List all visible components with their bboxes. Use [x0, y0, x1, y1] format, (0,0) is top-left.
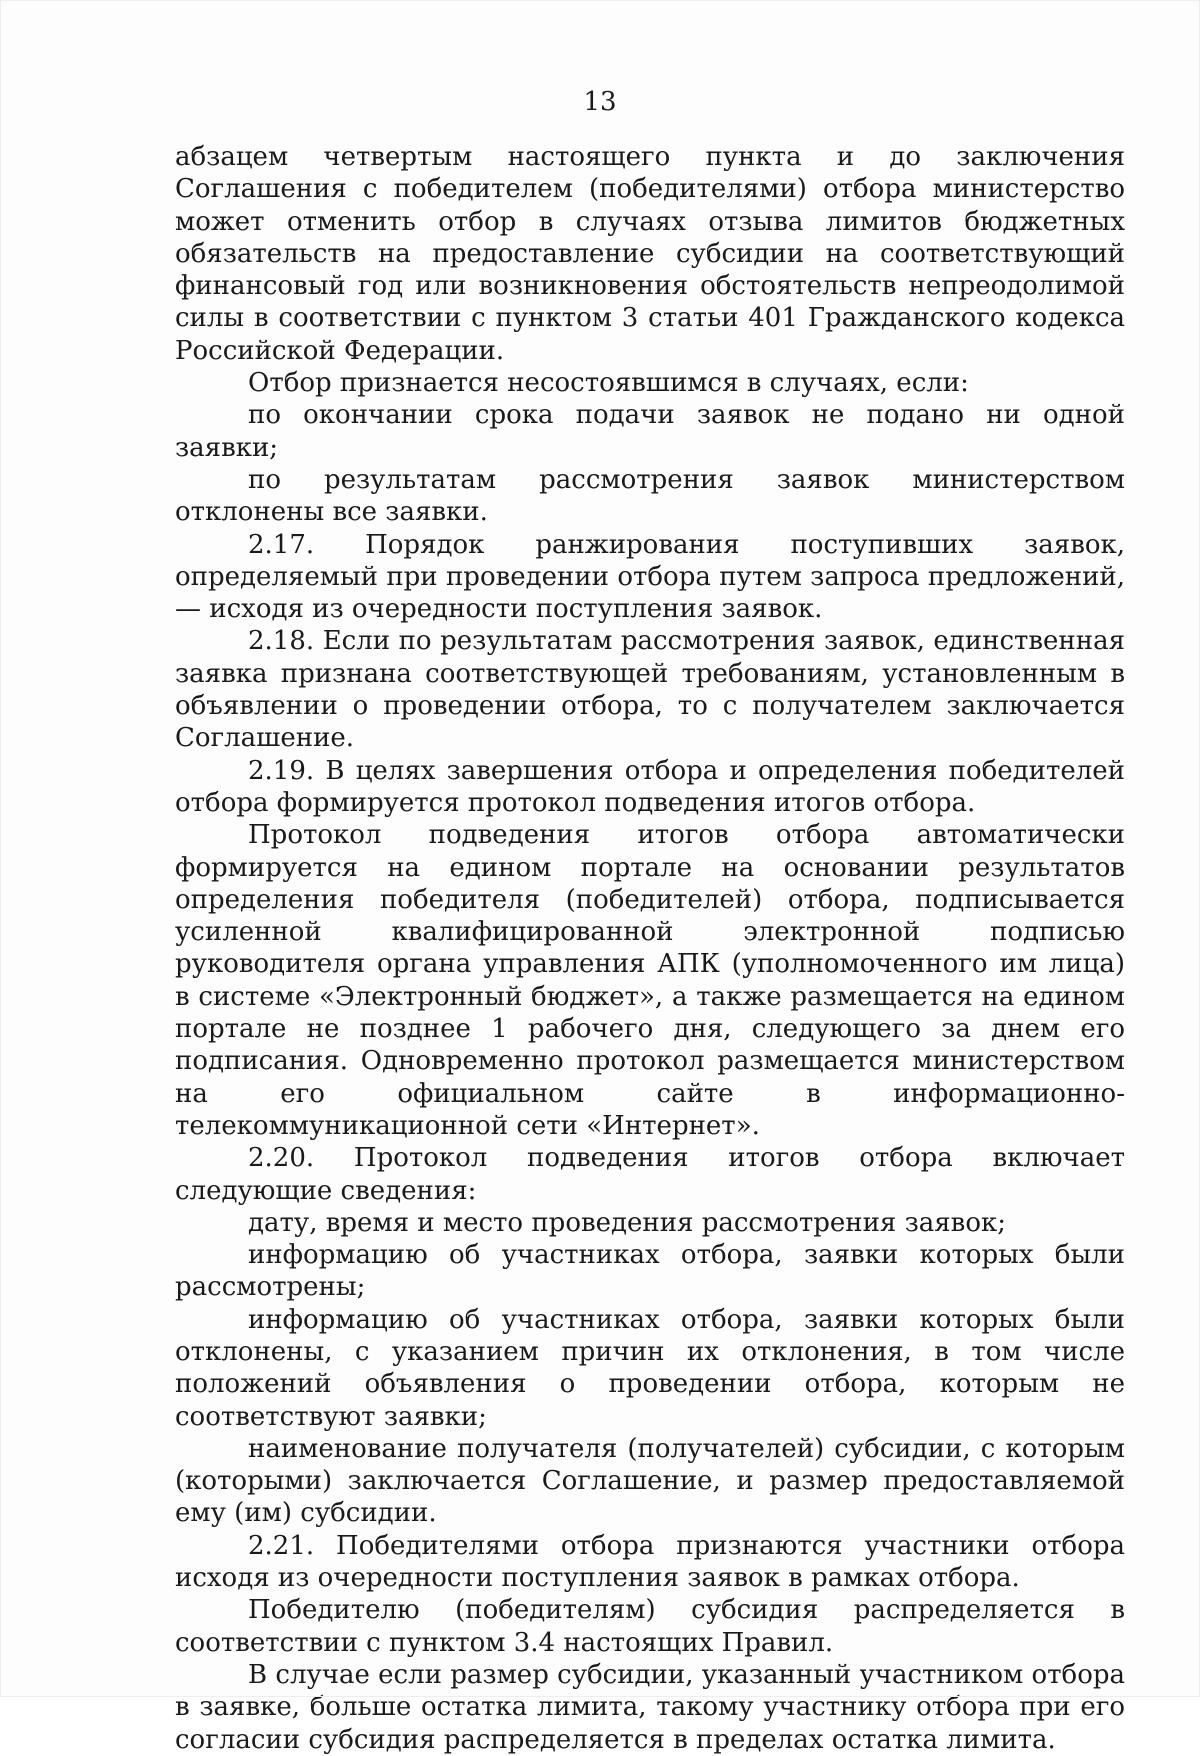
document-body [175, 141, 1125, 1756]
paragraph-2-20: 2.20. Протокол подведения итогов отбора включает следующие сведения: [175, 1143, 1125, 1206]
paragraph: В случае если размер субсидии, указанный участником отбора в заявке, больше остатка лимита, такому участнику отбора при его согласии субсидия распределяется в пределах остатка лимита. [175, 1659, 1125, 1755]
paragraph: по результатам рассмотрения заявок министерством отклонены все заявки. [175, 464, 1125, 528]
paragraph: по окончании срока подачи заявок не подано ни одной заявки; [175, 400, 1125, 463]
page-number: 13 [583, 87, 617, 117]
list-item: дату, время и место проведения рассмотрения заявок; [248, 1207, 1006, 1238]
paragraph-2-21: 2.21. Победителями отбора признаются участники отбора исходя из очередности поступления заявок в рамках отбора. [175, 1530, 1125, 1594]
list-item: информацию об участниках отбора, заявки которых были отклонены, с указанием причин их отклонения, в том числе положений объявления о проведении отбора, которым не соответствуют заявки; [175, 1304, 1125, 1432]
paragraph-2-19: 2.19. В целях завершения отбора и определения победителей отбора формируется протокол подведения итогов отбора. [175, 755, 1125, 818]
paragraph-2-17: 2.17. Порядок ранжирования поступивших заявок, определяемый при проведении отбора путем запроса предложений, — исходя из очередности поступления заявок. [175, 529, 1125, 625]
paragraph: Протокол подведения итогов отбора автоматически формируется на едином портале на основании результатов определения победителя (победителей) отбора, подписывается усиленной квалифицированной электронной подписью руководителя органа управления АПК (уполномоченного им лица) в системе «Электронный бюджет», а также размещается на едином портале не позднее 1 рабочего дня, следующего за днем его подписания. Одновременно протокол размещается министерством на его официальном сайте в информационно-телекоммуникационной сети «Интернет». [175, 820, 1125, 1141]
paragraph: Отбор признается несостоявшимся в случаях, если: [248, 368, 969, 399]
list-item: информацию об участниках отбора, заявки которых были рассмотрены; [175, 1240, 1125, 1303]
paragraph: абзацем четвертым настоящего пункта и до заключения Соглашения с победителем (победителями) отбора министерство может отменить отбор в случаях отзыва лимитов бюджетных обязательств на предоставление субсидии на соответствующий финансовый год или возникновения обстоятельств непреодолимой силы в соответствии с пунктом 3 статьи 401 Гражданского кодекса Российской Федерации. [175, 142, 1125, 366]
paragraph: Победителю (победителям) субсидия распределяется в соответствии с пунктом 3.4 настоящих Правил. [175, 1595, 1125, 1658]
paragraph-2-18: 2.18. Если по результатам рассмотрения заявок, единственная заявка признана соответствующей требованиям, установленным в объявлении о проведении отбора, то с получателем заключается Соглашение. [175, 626, 1125, 754]
list-item: наименование получателя (получателей) субсидии, с которым (которыми) заключается Соглашение, и размер предоставляемой ему (им) субсидии. [175, 1433, 1125, 1529]
